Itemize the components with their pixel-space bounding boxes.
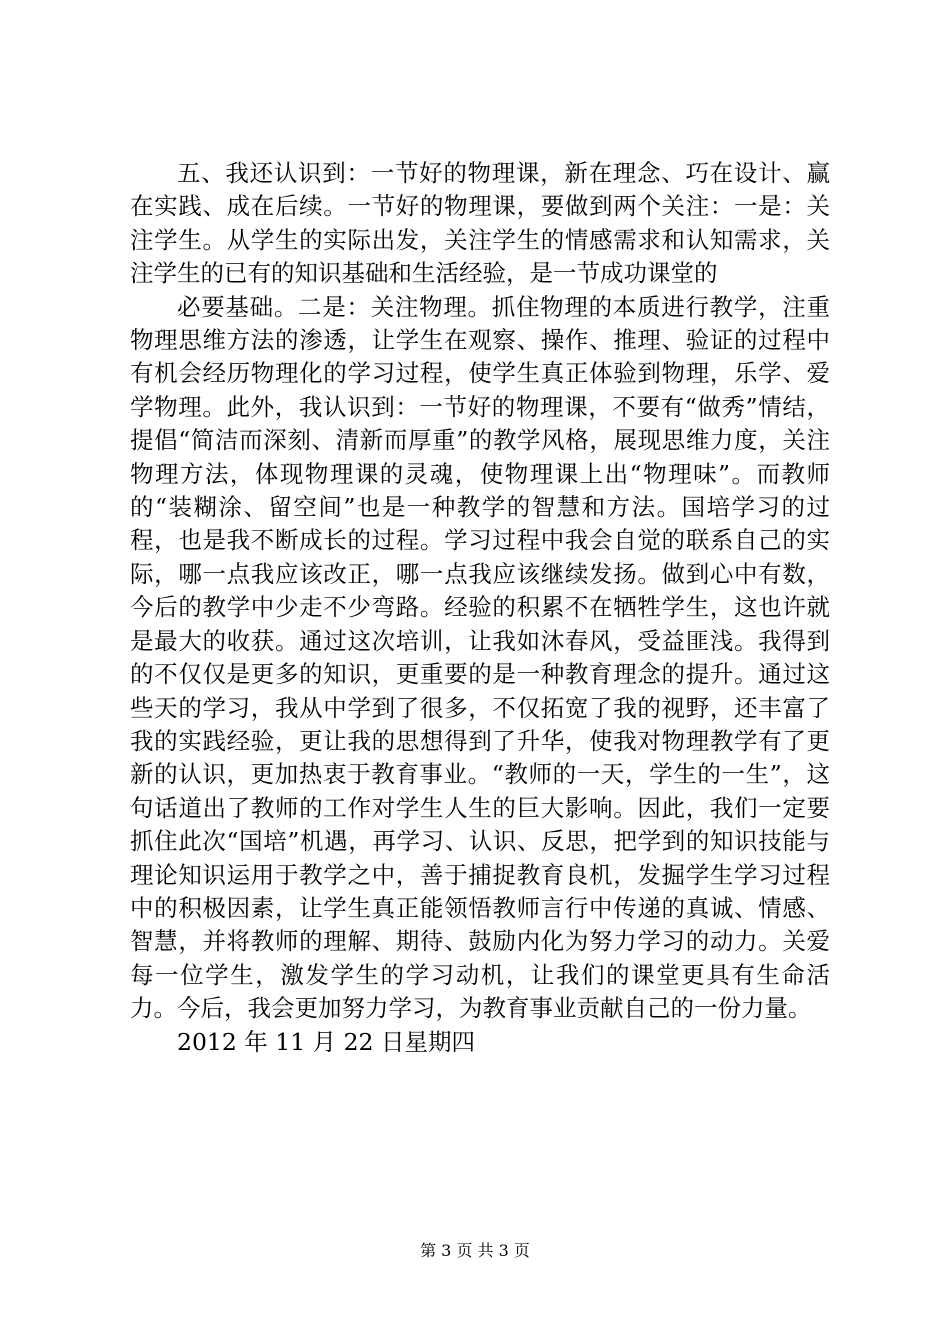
page-footer: 第 3 页 共 3 页 [420,1241,530,1260]
paragraph-1: 五、我还认识到：一节好的物理课，新在理念、巧在设计、赢在实践、成在后续。一节好的物理课，要做到两个关注：一是：关注学生。从学生的实际出发，关注学生的情感需求和认知需求，关注学生的已有的知识基础和生活经验，是一节成功课堂的 [130,159,830,288]
date-line: 2012 年 11 月 22 日星期四 [177,1027,475,1056]
document-body [130,157,830,1059]
paragraph-2: 必要基础。二是：关注物理。抓住物理的本质进行教学，注重物理思维方法的渗透，让学生在观察、操作、推理、验证的过程中有机会经历物理化的学习过程，使学生真正体验到物理，乐学、爱学物理。此外，我认识到：一节好的物理课，不要有“做秀”情结，提倡“简洁而深刻、清新而厚重”的教学风格，展现思维力度，关注物理方法，体现物理课的灵魂，使物理课上出“物理味”。而教师的“装糊涂、留空间”也是一种教学的智慧和方法。国培学习的过程，也是我不断成长的过程。学习过程中我会自觉的联系自己的实际，哪一点我应该改正，哪一点我应该继续发扬。做到心中有数，今后的教学中少走不少弯路。经验的积累不在牺牲学生，这也许就是最大的收获。通过这次培训，让我如沐春风，受益匪浅。我得到的不仅仅是更多的知识，更重要的是一种教育理念的提升。通过这些天的学习，我从中学到了很多，不仅拓宽了我的视野，还丰富了我的实践经验，更让我的思想得到了升华，使我对物理教学有了更新的认识，更加热衷于教育事业。“教师的一天，学生的一生”，这句话道出了教师的工作对学生人生的巨大影响。因此，我们一定要抓住此次“国培”机遇，再学习、认识、反思，把学到的知识技能与理论知识运用于教学之中，善于捕捉教育良机，发掘学生学习过程中的积极因素，让学生真正能领悟教师言行中传递的真诚、情感、智慧，并将教师的理解、期待、鼓励内化为努力学习的动力。关爱每一位学生，激发学生的学习动机，让我们的课堂更具有生命活力。今后，我会更加努力学习，为教育事业贡献自己的一份力量。 [130,292,830,1023]
